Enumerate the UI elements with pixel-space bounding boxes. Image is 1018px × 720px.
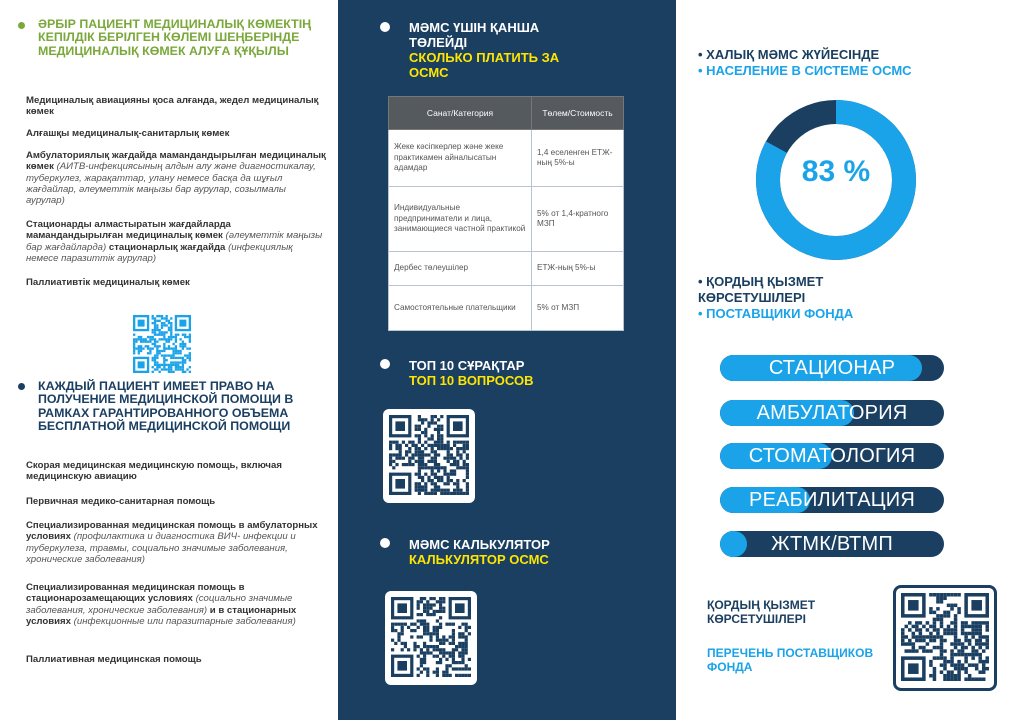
table-header-row bbox=[389, 97, 624, 130]
ru-rights-heading: КАЖДЫЙ ПАЦИЕНТ ИМЕЕТ ПРАВО НА ПОЛУЧЕНИЕ МЕДИЦИНСКОЙ ПОМОЩИ В РАМКАХ ГАРАНТИРОВАННОГО ОБЪЕМА БЕСПЛАТНОЙ МЕДИЦИНСКОЙ ПОМОЩИ bbox=[38, 379, 294, 434]
bullet-icon bbox=[18, 383, 25, 390]
table-cell: 1,4 еселенген ЕТЖ-ның 5%-ы bbox=[532, 130, 624, 187]
bullet-icon bbox=[380, 22, 390, 32]
kz-item-2: Алғашқы медициналық-санитарлық көмек bbox=[26, 128, 230, 139]
ru-item-3: Специализированная медицинская помощь в амбулаторных условиях (профилактика и диагностика ВИЧ- инфекции и туберкулеза, травмы, социально значимые заболевания, хронические заболевания) bbox=[26, 520, 318, 565]
table-cell: ЕТЖ-ның 5%-ы bbox=[532, 252, 624, 286]
bullet-icon bbox=[18, 22, 25, 29]
bullet-icon bbox=[380, 359, 390, 369]
providers-list-heading-kz: ҚОРДЫҢ ҚЫЗМЕТ КӨРСЕТУШІЛЕРІ bbox=[707, 598, 816, 626]
ru-item-1: Скорая медицинская медицинскую помощь, включая медицинскую авиацию bbox=[26, 460, 282, 483]
table-row bbox=[389, 252, 624, 286]
top-questions-heading: ТОП 10 СҰРАҚТАР ТОП 10 ВОПРОСОВ bbox=[409, 358, 534, 388]
right-panel bbox=[676, 0, 1018, 720]
table-cell: Дербес төлеушілер bbox=[389, 252, 532, 286]
provider-pill-rehabilitation: РЕАБИЛИТАЦИЯ bbox=[720, 487, 944, 513]
provider-pill-htmc: ЖТМК/ВТМП bbox=[720, 531, 944, 557]
qr-code-top-questions[interactable] bbox=[383, 409, 475, 503]
calculator-heading: МӘМС КАЛЬКУЛЯТОР КАЛЬКУЛЯТОР ОСМС bbox=[409, 537, 550, 567]
bullet-icon bbox=[380, 538, 390, 548]
providers-list-heading-ru: ПЕРЕЧЕНЬ ПОСТАВЩИКОВ ФОНДА bbox=[707, 646, 874, 674]
table-cell: Жеке кәсіпкерлер және жеке практикамен айналысатын адамдар bbox=[389, 130, 532, 187]
qr-code-icon bbox=[389, 415, 469, 495]
ru-item-5: Паллиативная медицинская помощь bbox=[26, 654, 202, 665]
table-row bbox=[389, 187, 624, 252]
qr-code-providers[interactable] bbox=[893, 585, 997, 691]
provider-pill-outpatient: АМБУЛАТОРИЯ bbox=[720, 400, 944, 426]
provider-pill-dentistry: СТОМАТОЛОГИЯ bbox=[720, 443, 944, 469]
table-header-cell: Санат/Категория bbox=[389, 97, 532, 130]
provider-pill-inpatient: СТАЦИОНАР bbox=[720, 355, 944, 381]
population-heading: • ХАЛЫҚ МӘМС ЖҮЙЕСІНДЕ • НАСЕЛЕНИЕ В СИСТЕМЕ ОСМС bbox=[698, 47, 912, 78]
table-header-cell: Төлем/Стоимость bbox=[532, 97, 624, 130]
table-cell: 5% от 1,4-кратного МЗП bbox=[532, 187, 624, 252]
qr-code-calculator[interactable] bbox=[385, 591, 477, 685]
payment-table bbox=[388, 96, 624, 331]
table-row bbox=[389, 286, 624, 331]
table-cell: Самостоятельные плательщики bbox=[389, 286, 532, 331]
kz-item-4: Стационарды алмастыратын жағдайларда мамандандырылған медициналық көмек (әлеуметтік маңызы бар жағдайларда) стационарлық жағдайда (инфекциялық немесе паразиттік аурулар) bbox=[26, 219, 323, 264]
kz-rights-heading: ӘРБІР ПАЦИЕНТ МЕДИЦИНАЛЫҚ КӨМЕКТІҢ КЕПІЛДІК БЕРІЛГЕН КӨЛЕМІ ШЕҢБЕРІНДЕ МЕДИЦИНАЛЫҚ КӨМЕК АЛУҒА ҚҰҚЫЛЫ bbox=[38, 17, 312, 58]
table-row bbox=[389, 130, 624, 187]
middle-panel bbox=[338, 0, 676, 720]
table-cell: 5% от МЗП bbox=[532, 286, 624, 331]
ru-item-4: Специализированная медицинская помощь в стационарозамещающих условиях (социально значимые заболевания, хронические заболевания) и в стационарных условиях (инфекционные или паразитарные заболевания) bbox=[26, 582, 297, 627]
qr-code-icon bbox=[133, 315, 191, 373]
qr-code-icon bbox=[391, 597, 471, 677]
pay-heading: МӘМС ҮШІН ҚАНША ТӨЛЕЙДІ СКОЛЬКО ПЛАТИТЬ ЗА ОСМС bbox=[409, 20, 560, 80]
qr-code-left[interactable] bbox=[133, 315, 191, 373]
table-cell: Индивидуальные предприниматели и лица, занимающиеся частной практикой bbox=[389, 187, 532, 252]
providers-heading: • ҚОРДЫҢ ҚЫЗМЕТ КӨРСЕТУШІЛЕРІ • ПОСТАВЩИКИ ФОНДА bbox=[698, 274, 854, 321]
coverage-value: 83 % bbox=[801, 155, 871, 188]
kz-item-5: Паллиативтік медициналық көмек bbox=[26, 277, 190, 288]
qr-code-icon bbox=[901, 593, 989, 681]
kz-item-1: Медициналық авиацияны қоса алғанда, жедел медициналық көмек bbox=[26, 95, 319, 118]
ru-item-2: Первичная медико-санитарная помощь bbox=[26, 496, 216, 507]
left-panel bbox=[0, 0, 338, 720]
kz-item-3: Амбулаториялық жағдайда мамандандырылған медициналық көмек (АИТВ-инфекциясының алдын алу және диагностикалау, туберкулез, жарақаттар, улану немесе басқа да шұғыл жағдайлар, әлеуметтік маңызы бар аурулар, созылмалы аурулар) bbox=[26, 150, 326, 207]
